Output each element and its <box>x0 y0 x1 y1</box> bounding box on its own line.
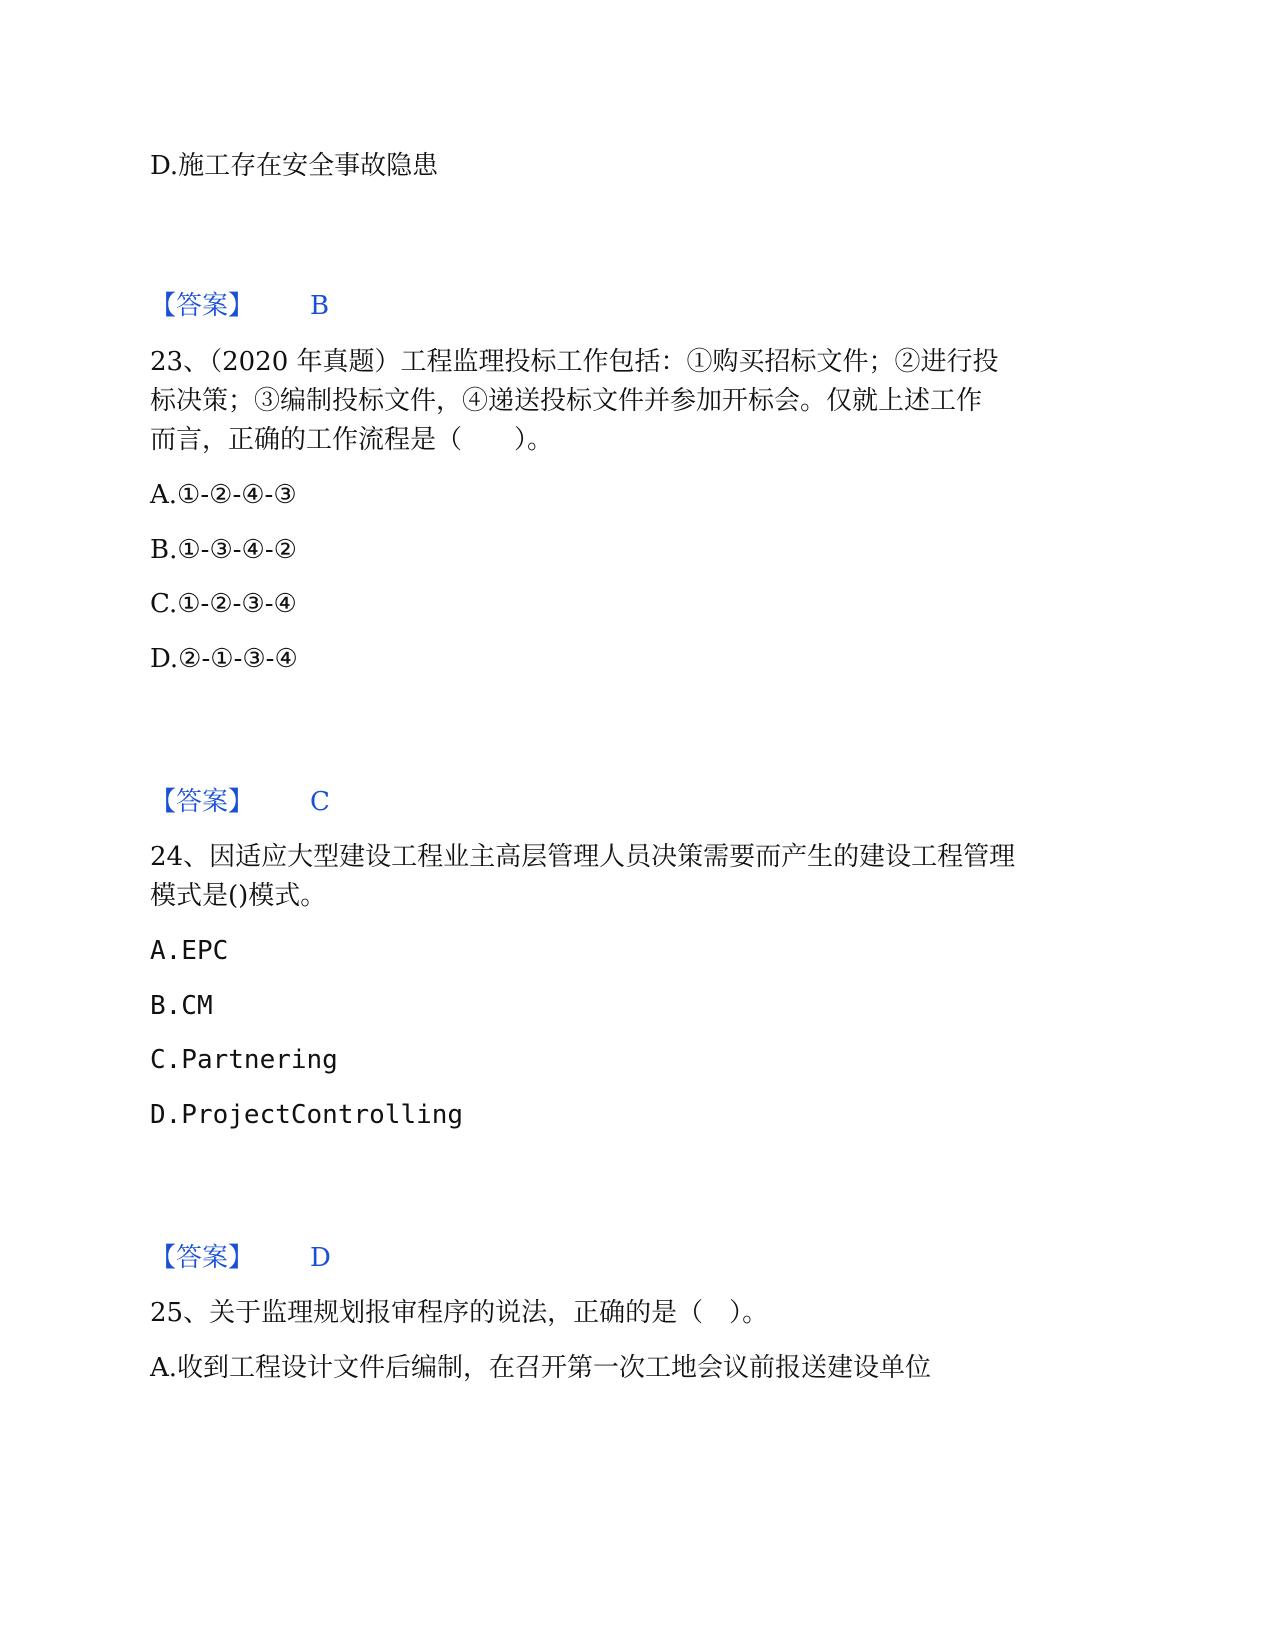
q23-answer-label: 【答案】 <box>150 787 255 817</box>
q22-answer <box>150 286 329 326</box>
q25-option-a: A.收到工程设计文件后编制，在召开第一次工地会议前报送建设单位 <box>150 1353 932 1383</box>
q24-answer-label: 【答案】 <box>150 1243 255 1273</box>
q23-stem-line-2: 标决策；③编制投标文件，④递送投标文件并参加开标会。仅就上述工作 <box>150 386 983 416</box>
q23-answer-value: C <box>310 787 330 817</box>
q23-option-d: D.②-①-③-④ <box>150 644 298 674</box>
q24-option-b: B.CM <box>150 991 213 1021</box>
q24-option-d: D.ProjectControlling <box>150 1100 464 1130</box>
q23-stem-line-3: 而言，正确的工作流程是（ ）。 <box>150 425 554 455</box>
q23-option-c: C.①-②-③-④ <box>150 589 297 619</box>
q23-answer <box>150 782 330 822</box>
q24-stem-line-1: 24、因适应大型建设工程业主高层管理人员决策需要而产生的建设工程管理 <box>150 842 1016 872</box>
q22-answer-label: 【答案】 <box>150 291 255 321</box>
q23-stem-line-1: 23、（2020 年真题）工程监理投标工作包括：①购买招标文件；②进行投 <box>150 347 999 377</box>
q24-answer <box>150 1238 331 1278</box>
q23-option-a: A.①-②-④-③ <box>150 480 297 510</box>
q24-option-a: A.EPC <box>150 936 229 966</box>
q24-option-c: C.Partnering <box>150 1045 338 1075</box>
q24-answer-value: D <box>310 1243 331 1273</box>
q24-stem-line-2: 模式是()模式。 <box>150 881 327 911</box>
q22-option-d: D.施工存在安全事故隐患 <box>150 151 439 181</box>
q23-option-b: B.①-③-④-② <box>150 535 297 565</box>
q22-answer-value: B <box>310 291 330 321</box>
q25-stem-line-1: 25、关于监理规划报审程序的说法，正确的是（ ）。 <box>150 1298 769 1328</box>
